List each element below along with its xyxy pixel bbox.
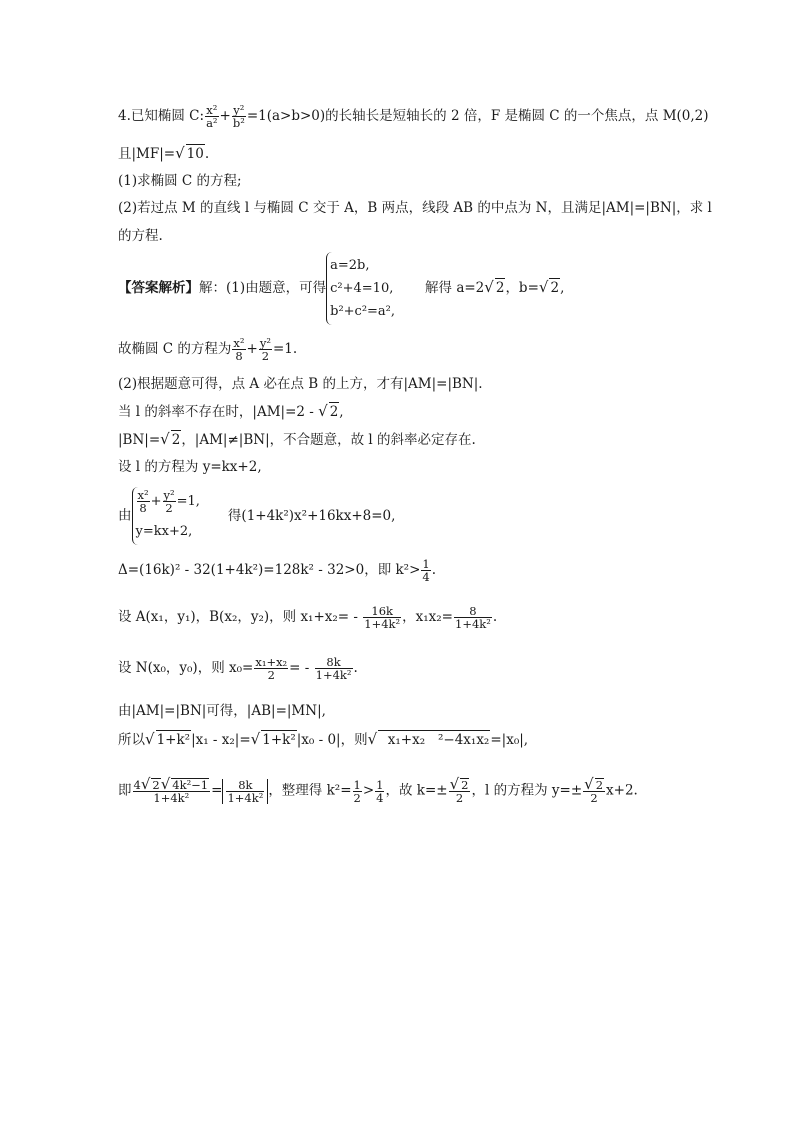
vieta-line: 设 A(x₁，y₁)，B(x₂，y₂)，则 x₁+x₂= - $\frac{16k}{\text{1+4k²}}$ ，x₁x₂= $\frac{8}{\text{1+4k²}}$ . — [118, 604, 498, 631]
substitution-system: 由 $\frac{\text{x²}}{8}$ + $\frac{\text{y²}}{2}$ =1, y=kx+2, 得(1+4k²)x²+16kx+8=0, — [118, 487, 395, 545]
answer-line: 当 l 的斜率不存在时，|AM|=2 - √ 2, — [118, 402, 344, 420]
fraction: $\frac{8}{\text{1+4k²}}$ — [455, 604, 491, 631]
equation-system: a=2b, c²+4=10, b²+c²=a², — [326, 252, 395, 325]
fraction: $\frac{16k}{\text{1+4k²}}$ — [364, 604, 401, 631]
fraction: $\frac{8k}{\text{1+4k²}}$ — [227, 777, 264, 805]
question-1: (1)求椭圆 C 的方程; — [118, 173, 242, 189]
answer-part-1: 【答案解析】解：(1)由题意，可得 a=2b, c²+4=10, b²+c²=a², 解得 a=2√ 2，b=√ 2, — [118, 252, 564, 325]
fraction: $\frac{1}{4}$ — [376, 777, 384, 805]
absolute-value — [222, 779, 268, 804]
answer-tag: 【答案解析】 — [118, 280, 199, 296]
discriminant-line: Δ=(16k)² - 32(1+4k²)=128k² - 32>0，即 k²> $\frac{1}{4}$ . — [118, 557, 437, 584]
fraction: $\frac{1}{4}$ — [422, 557, 430, 584]
fraction: $\frac{\text{x²}}{8}$ — [137, 488, 149, 515]
equation-system: $\frac{\text{x²}}{8}$ + $\frac{\text{y²}}{2}$ =1, y=kx+2, — [132, 487, 200, 545]
fraction: $\frac{\text{y²}}{2}$ — [259, 336, 271, 363]
answer-line: (2)根据题意可得，点 A 必在点 B 的上方，才有|AM|=|BN|. — [118, 376, 483, 392]
fraction: $\frac{\text{y²}}{\text{b²}}$ — [232, 103, 245, 130]
fraction: $\frac{\text{x₁+x₂}}{2}$ — [255, 655, 288, 682]
answer-line: 设 l 的方程为 y=kx+2, — [118, 459, 262, 475]
problem-line-2: 且|MF|=√ 10. — [118, 144, 210, 162]
fraction: $\frac{\text{4√ 2√ 4k²−1}}{\text{1+4k²}}$ — [133, 775, 209, 805]
problem-text: 4.已知椭圆 C: — [118, 108, 205, 124]
question-2-cont: 的方程. — [118, 228, 163, 244]
final-result-line: 即 $\frac{\text{4√ 2√ 4k²−1}}{\text{1+4k²}}$ = $\frac{8k}{\text{1+4k²}}$ ，整理得 k²= $\frac{1}{2}$ > $\frac{1}{4}$ ，故 k=± $\frac{√ 2}{2}$ ，l 的方程为 y=± $\frac{√ 2}{2}$ x+2. — [118, 775, 638, 805]
question-2: (2)若过点 M 的直线 l 与椭圆 C 交于 A，B 两点，线段 AB 的中点为 N，且满足|AM|=|BN|，求 l — [118, 200, 712, 216]
fraction: $\frac{\text{x²}}{\text{a²}}$ — [206, 103, 218, 130]
problem-line-1: 4.已知椭圆 C: $\frac{\text{x²}}{\text{a²}}$ + $\frac{\text{y²}}{\text{b²}}$ =1(a>b>0)的长轴长是短轴长的 2 倍，F 是椭圆 C 的一个焦点，点 M(0,2) — [118, 103, 709, 130]
fraction: $\frac{√ 2}{2}$ — [584, 775, 604, 805]
midpoint-line: 设 N(x₀，y₀)，则 x₀= $\frac{\text{x₁+x₂}}{2}$ = - $\frac{8k}{\text{1+4k²}}$ . — [118, 655, 358, 682]
ellipse-equation: 故椭圆 C 的方程为 $\frac{\text{x²}}{8}$ + $\frac{\text{y²}}{2}$ =1. — [118, 336, 298, 363]
fraction: $\frac{\text{y²}}{2}$ — [163, 488, 175, 515]
answer-line: |BN|=√ 2，|AM|≠|BN|，不合题意，故 l 的斜率必定存在. — [118, 430, 476, 448]
answer-line: 由|AM|=|BN|可得，|AB|=|MN|, — [118, 703, 326, 719]
chord-length-line: 所以√ 1+k²|x₁ - x₂|=√ 1+k²|x₀ - 0|，则√ x₁+x₂ ²−4x₁x₂=|x₀|, — [118, 730, 529, 748]
fraction: $\frac{\text{x²}}{8}$ — [233, 336, 245, 363]
problem-text: =1(a>b>0)的长轴长是短轴长的 2 倍，F 是椭圆 C 的一个焦点，点 M(0,2) — [246, 108, 709, 124]
fraction: $\frac{8k}{\text{1+4k²}}$ — [315, 655, 352, 682]
fraction: $\frac{1}{2}$ — [353, 777, 361, 805]
fraction: $\frac{√ 2}{2}$ — [449, 775, 469, 805]
